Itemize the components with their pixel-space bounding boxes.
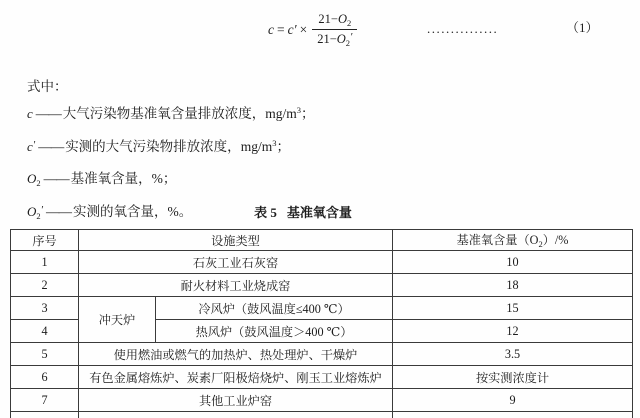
definition-c: c —— 大气污染物基准氧含量排放浓度，$mg/m^3$； [27,105,315,121]
equals-sign: = [277,22,285,37]
table-row: 1 石灰工业石灰窑 10 [11,251,633,274]
equation-measured-var: c′ [287,22,297,37]
equation-1 [268,8,357,52]
equation-fraction [312,12,357,48]
oxygen-content-table [10,229,633,418]
table-row: 5 使用燃油或燃气的加热炉、热处理炉、干燥炉 3.5 [11,343,633,366]
header-type: 设施类型 [79,230,393,251]
table-number: 表 5 [254,205,277,220]
table-title: 基准氧含量 [286,205,352,220]
table-caption [0,202,606,221]
header-no: 序号 [11,230,79,251]
equation-lhs: c [268,22,274,37]
fraction-numerator: $21-O_2$ [312,12,357,30]
table-row: 2 耐火材料工业烧成窑 18 [11,274,633,297]
table-row: 7 其他工业炉窑 9 [11,389,633,412]
table-row: 3 冲天炉 冷风炉（鼓风温度≤400 ℃） 15 [11,297,633,320]
merged-group-cell: 冲天炉 [79,297,156,343]
table-row: 4 热风炉（鼓风温度＞400 ℃） 12 [11,320,633,343]
table-row-partial [11,412,633,418]
header-value: 基准氧含量$(O_2)/\%$ [393,230,633,251]
table-header-row [11,230,633,251]
times-sign: × [299,22,308,37]
definition-o2-prime: $O_2'$ —— 实测的氧含量，%。 [27,203,193,221]
where-label: 式中： [27,79,68,94]
fraction-denominator: $21-O_2'$ [317,31,353,48]
definition-o2: $O_2$ —— 基准氧含量，%； [27,171,177,189]
equation-dot-leader: ............... [427,21,499,36]
definition-c-prime: c′ —— 实测的大气污染物排放浓度，$mg/m^3$； [27,137,290,154]
equation-number: （1） [566,20,599,35]
table-row: 6 有色金属熔炼炉、炭素厂阳极焙烧炉、刚玉工业熔炼炉 按实测浓度计 [11,366,633,389]
